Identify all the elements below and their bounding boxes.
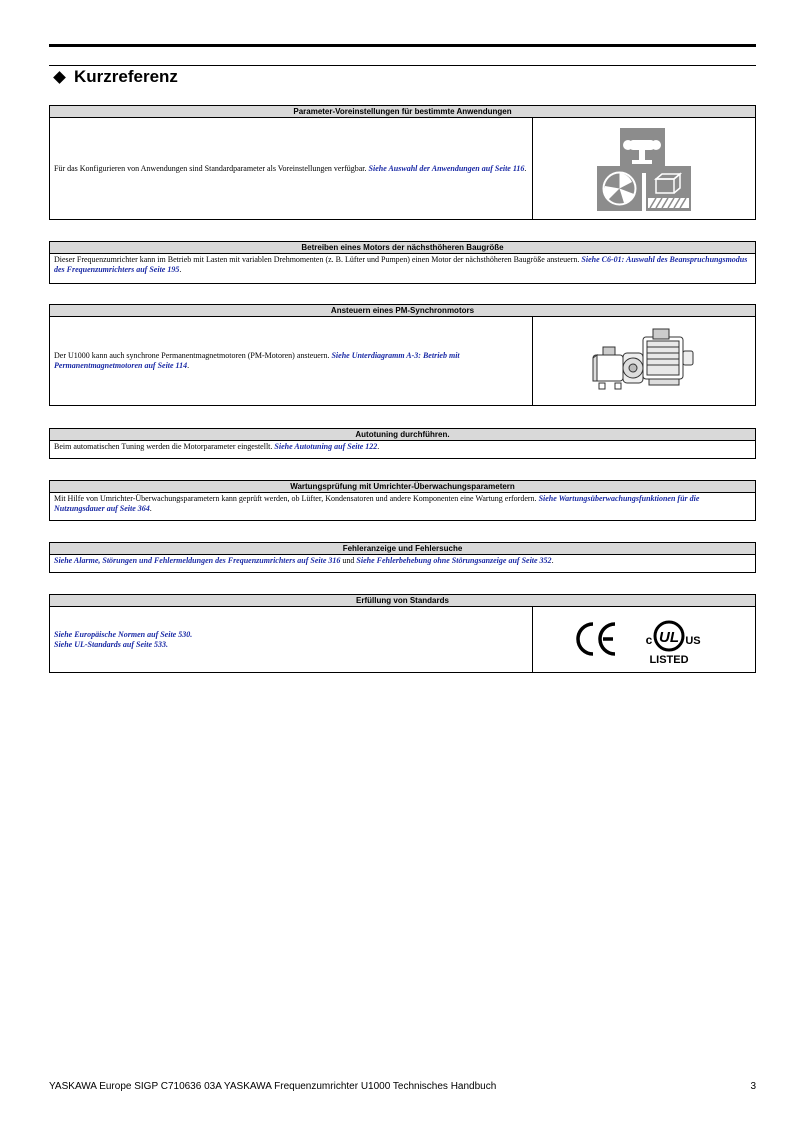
page-link[interactable]: Siehe Auswahl der Anwendungen auf Seite 116 (368, 163, 525, 173)
section-text: Der U1000 kann auch synchrone Permanentmagnetmotoren (PM-Motoren) ansteuern. Siehe Unterdiagramm A-3: Betrieb mit Permanentmagnetmotoren auf Seite 114. (54, 351, 460, 370)
page-link[interactable]: Siehe Alarme, Störungen und Fehlermeldungen des Frequenzumrichters auf Seite 316 (54, 556, 341, 565)
page-link[interactable]: Siehe Autotuning auf Seite 122 (274, 442, 378, 451)
section-text: Beim automatischen Tuning werden die Motorparameter eingestellt. Siehe Autotuning auf Seite 122. (54, 442, 380, 451)
footer-text: YASKAWA Europe SIGP C710636 03A YASKAWA Frequenzumrichter U1000 Technisches Handbuch (49, 1081, 497, 1092)
section-header: Ansteuern eines PM-Synchronmotors (50, 305, 755, 317)
page-link[interactable]: Siehe UL-Standards auf Seite 533. (54, 639, 169, 649)
svg-text:LISTED: LISTED (649, 653, 689, 666)
svg-text:c: c (645, 632, 653, 647)
section-text: Siehe Alarme, Störungen und Fehlermeldungen des Frequenzumrichters auf Seite 316 und Siehe Fehlerbehebung ohne Störungsanzeige auf Seite 352. (54, 556, 554, 565)
diamond-bullet-icon (53, 71, 66, 84)
ul-listed-mark-icon (646, 622, 701, 666)
svg-text:UL: UL (659, 628, 679, 646)
section-maintenance-monitors (49, 480, 756, 521)
top-thin-rule (49, 65, 756, 66)
section-text: Mit Hilfe von Umrichter-Überwachungsparametern kann geprüft werden, ob Lüfter, Kondensatoren und andere Komponenten eine Wartung erfordern. Siehe Wartungsüberwachungsfunktionen für die Nutzungsdauer auf Seite 364. (54, 494, 700, 513)
certification-marks (532, 607, 755, 672)
ce-mark-icon (578, 624, 615, 654)
page-link[interactable]: Siehe Unterdiagramm A-3: Betrieb mit Permanentmagnetmotoren auf Seite 114 (54, 351, 460, 370)
section-next-larger-motor (49, 241, 756, 284)
page-link[interactable]: Siehe Fehlerbehebung ohne Störungsanzeige auf Seite 352 (356, 556, 552, 565)
page-link[interactable]: Siehe Wartungsüberwachungsfunktionen für die Nutzungsdauer auf Seite 364 (54, 494, 700, 513)
section-text (50, 607, 532, 672)
section-header: Erfüllung von Standards (50, 595, 755, 607)
section-pm-motor (49, 304, 756, 406)
section-header: Fehleranzeige und Fehlersuche (50, 543, 755, 555)
section-standards (49, 594, 756, 673)
top-rule (49, 44, 756, 47)
application-icons (594, 126, 694, 212)
svg-text:US: US (685, 634, 701, 647)
page-link[interactable]: Siehe C6-01: Auswahl des Beanspruchungsmodus des Frequenzumrichters auf Seite 195 (54, 255, 748, 274)
section-text: Für das Konfigurieren von Anwendungen sind Standardparameter als Voreinstellungen verfügbar. Siehe Auswahl der Anwendungen auf Seite 116. (54, 163, 527, 173)
section-header: Parameter-Voreinstellungen für bestimmte Anwendungen (50, 106, 755, 118)
section-heading (52, 67, 178, 87)
application-icons-image (532, 118, 755, 219)
page-link[interactable]: Siehe Europäische Normen auf Seite 530. (54, 629, 193, 639)
section-text: Dieser Frequenzumrichter kann im Betrieb mit Lasten mit variablen Drehmomenten (z. B. Lüfter und Pumpen) einen Motor der nächsthöheren Baugröße ansteuern. Siehe C6-01: Auswahl des Beanspruchungsmodus des Frequenzumrichters auf Seite 195. (54, 255, 748, 274)
pm-motors-icon (589, 325, 699, 397)
section-application-presets (49, 105, 756, 220)
section-header: Autotuning durchführen. (50, 429, 755, 441)
page-number: 3 (750, 1081, 756, 1092)
section-header: Betreiben eines Motors der nächsthöheren Baugröße (50, 242, 755, 254)
pm-motor-image (532, 317, 755, 405)
ce-ul-marks (569, 614, 719, 666)
section-header: Wartungsprüfung mit Umrichter-Überwachungsparametern (50, 481, 755, 493)
page-footer (49, 1081, 756, 1092)
section-autotuning (49, 428, 756, 459)
section-fault-display (49, 542, 756, 573)
page-title: Kurzreferenz (74, 67, 178, 86)
